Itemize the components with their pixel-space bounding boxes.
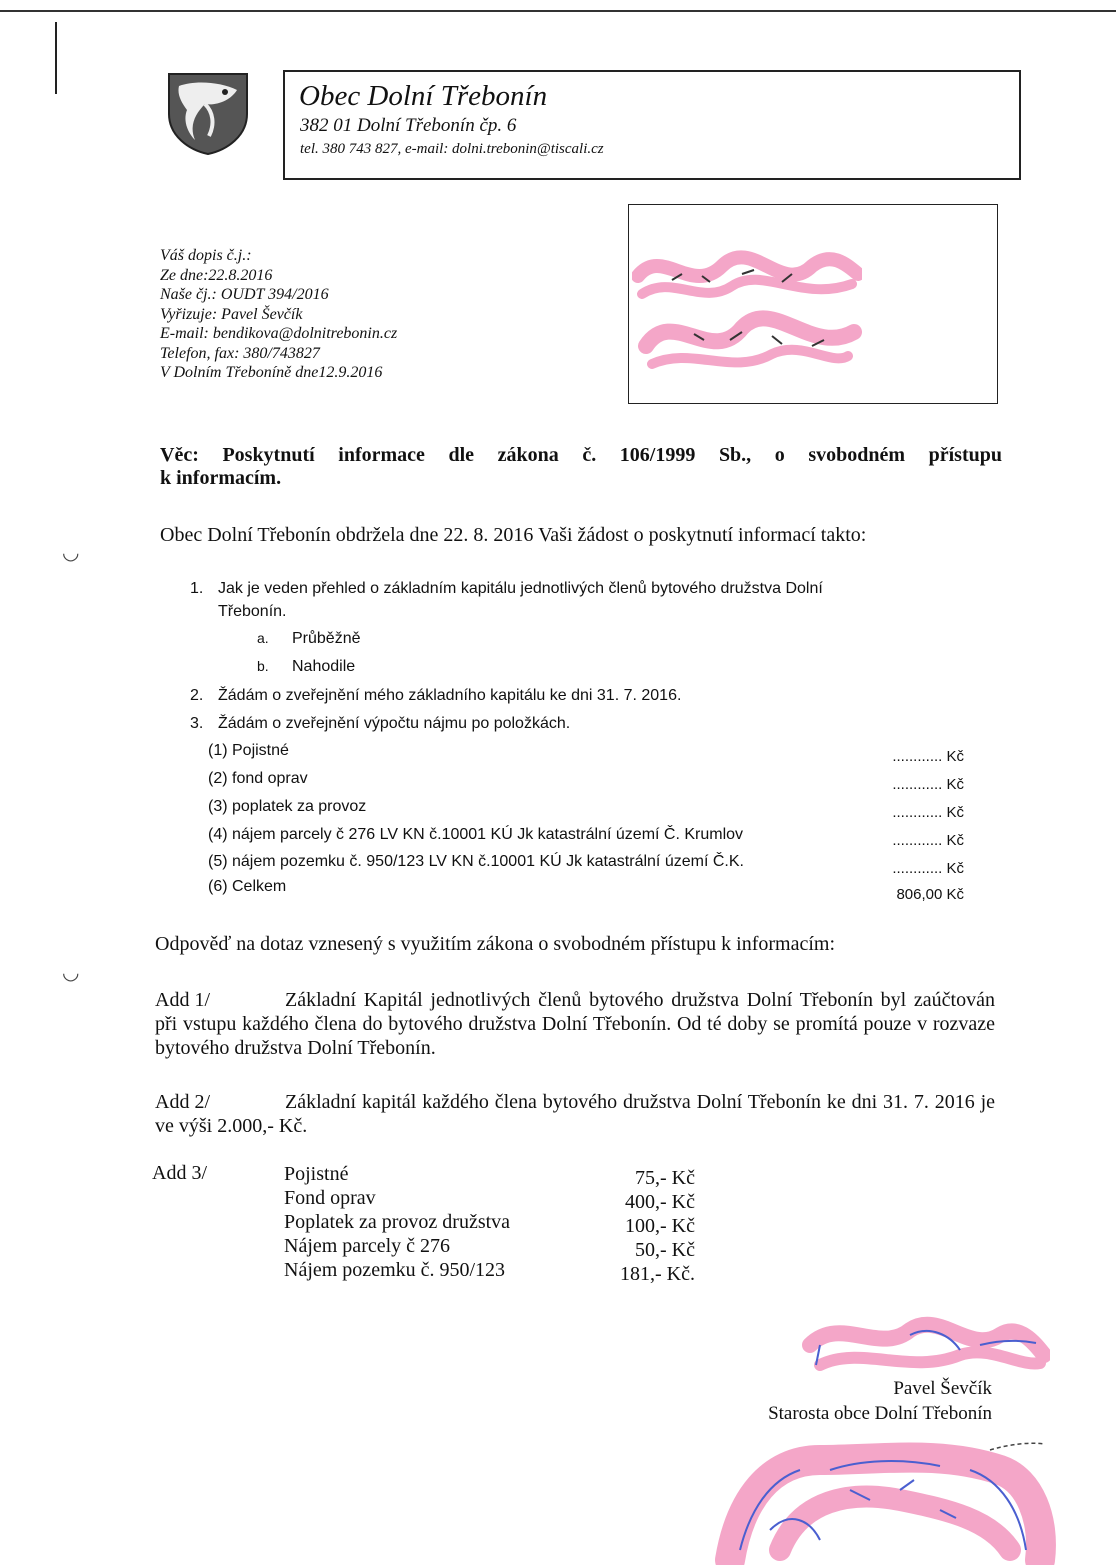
question-1a (257, 630, 361, 648)
answer-text: Základní Kapitál jednotlivých členů bytového družstva Dolní Třebonín byl zaúčtován při vstupu každého člena do bytového družstva Dolní Třebonín. Od té doby se promítá pouze v rozvaze bytového družstva Dolní Třebonín. (155, 989, 995, 1059)
request-item-amount: ............ Kč (892, 748, 964, 765)
ref-line: Naše čj.: OUDT 394/2016 (160, 286, 329, 303)
request-item-label: (5) nájem pozemku č. 950/123 LV KN č.10001 KÚ Jk katastrální území Č.K. (208, 853, 744, 870)
option-text: Průběžně (292, 630, 361, 647)
answer-intro: Odpověď na dotaz vznesený s využitím zákona o svobodném přístupu k informacím: (155, 933, 835, 955)
subject-word: dle (448, 444, 475, 466)
cost-item-value: 75,- Kč (635, 1167, 695, 1189)
subject-line-2: k informacím. (160, 467, 282, 489)
answer-text: Základní kapitál každého člena bytového družstva Dolní Třebonín ke dni 31. 7. 2016 je ve výši 2.000,- Kč. (155, 1091, 995, 1137)
cost-item-value: 50,- Kč (635, 1239, 695, 1261)
signature-scribble (800, 1305, 1050, 1380)
subject-word: Poskytnutí (222, 444, 315, 466)
cost-item-label: Nájem parcely č 276 (284, 1235, 451, 1257)
municipal-crest-icon (165, 70, 251, 156)
reference-block (160, 246, 397, 383)
question-text: Žádám o zveřejnění výpočtu nájmu po položkách. (218, 715, 571, 732)
intro-paragraph: Obec Dolní Třebonín obdržela dne 22. 8. 2016 Vaši žádost o poskytnutí informací takto: (160, 524, 867, 546)
subject-word: informace (338, 444, 425, 466)
signatory-role: Starosta obce Dolní Třebonín (768, 1403, 992, 1424)
subject-word: 106/1999 (619, 444, 696, 466)
subject-word: zákona (497, 444, 559, 466)
answer-label: Add 2/ (155, 1091, 210, 1113)
request-item-amount: 806,00 Kč (896, 886, 964, 903)
cost-item-label: Nájem pozemku č. 950/123 (284, 1259, 506, 1281)
answer-label: Add 1/ (155, 989, 210, 1011)
question-3 (190, 715, 570, 733)
question-text: Žádám o zveřejnění mého základního kapitálu ke dni 31. 7. 2016. (218, 687, 682, 704)
subject-word: přístupu (928, 444, 1002, 466)
scan-mark (55, 22, 57, 94)
question-1 (190, 580, 823, 598)
subject (160, 444, 1010, 490)
answer-3-label: Add 3/ (152, 1162, 207, 1184)
option-letter: b. (257, 658, 269, 674)
scan-top-edge (0, 0, 1116, 12)
redaction-scribble (632, 236, 862, 382)
cost-item-value: 181,- Kč. (620, 1263, 695, 1285)
ref-line: Telefon, fax: 380/743827 (160, 344, 320, 362)
ref-line: V Dolním Třeboníně dne12.9.2016 (160, 364, 383, 381)
question-2 (190, 687, 681, 705)
cost-item-label: Pojistné (284, 1163, 349, 1185)
answer-3-items (284, 1162, 510, 1282)
request-item-amount: ............ Kč (892, 804, 964, 821)
request-item-label: (4) nájem parcely č 276 LV KN č.10001 KÚ Jk katastrální území Č. Krumlov (208, 826, 744, 843)
punch-mark: ◡ (62, 962, 80, 984)
cost-item-label: Poplatek za provoz družstva (284, 1211, 511, 1233)
cost-item-value: 400,- Kč (625, 1191, 695, 1213)
question-number: 1. (190, 580, 204, 597)
cost-item-label: Fond oprav (284, 1187, 376, 1209)
subject-word: Sb., (718, 444, 752, 466)
subject-line-1 (160, 444, 1002, 467)
answer-3-values (600, 1166, 695, 1286)
ref-line: E-mail: bendikova@dolnitrebonin.cz (160, 325, 398, 342)
answer-2 (155, 1090, 995, 1138)
subject-word: č. (582, 444, 597, 466)
question-1b (257, 658, 355, 676)
municipality-contact: tel. 380 743 827, e-mail: dolni.trebonin@tiscali.cz (300, 141, 604, 157)
ref-line: Váš dopis č.j.: (160, 247, 252, 264)
official-stamp-seal (700, 1440, 1060, 1565)
subject-word: o (774, 444, 785, 466)
request-item-label: (1) Pojistné (208, 742, 289, 759)
answer-1 (155, 988, 995, 1060)
punch-mark: ◡ (62, 542, 80, 564)
ref-line: Vyřizuje: Pavel Ševčík (160, 305, 303, 323)
question-1-continued: Třebonín. (218, 603, 287, 620)
request-item-label: (6) Celkem (208, 878, 287, 895)
question-text: Jak je veden přehled o základním kapitálu jednotlivých členů bytového družstva Dolní (218, 580, 823, 597)
ref-line: Ze dne:22.8.2016 (160, 266, 273, 284)
request-item-amount: ............ Kč (892, 776, 964, 793)
subject-word: Věc: (160, 444, 199, 466)
request-item-amount: ............ Kč (892, 832, 964, 849)
municipality-name: Obec Dolní Třebonín (299, 80, 548, 112)
subject-word: svobodném (808, 444, 906, 466)
request-item-amount: ............ Kč (892, 860, 964, 877)
option-letter: a. (257, 630, 269, 646)
cost-item-value: 100,- Kč (625, 1215, 695, 1237)
option-text: Nahodile (292, 658, 356, 675)
signatory-name: Pavel Ševčík (893, 1378, 992, 1399)
municipality-address: 382 01 Dolní Třebonín čp. 6 (300, 115, 517, 136)
request-item-label: (2) fond oprav (208, 770, 308, 787)
request-item-label: (3) poplatek za provoz (208, 798, 367, 815)
question-number: 3. (190, 715, 204, 732)
question-number: 2. (190, 687, 204, 704)
